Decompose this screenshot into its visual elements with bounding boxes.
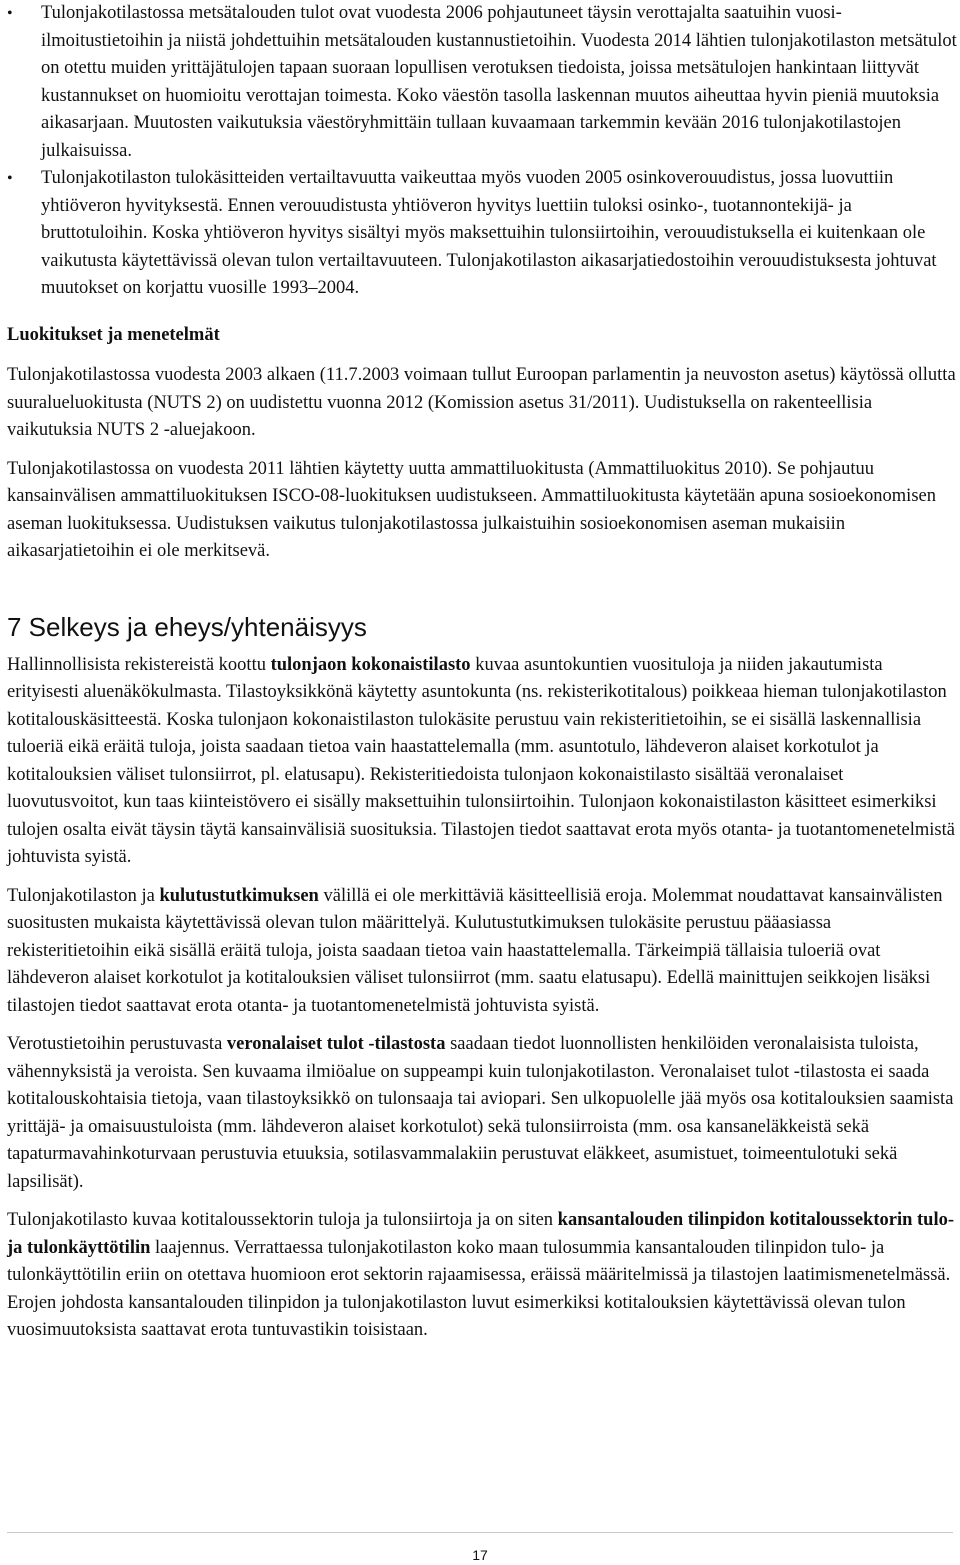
text-run: kuvaa asuntokuntien vuosituloja ja niiden jakautumista erityisesti aluenäkökulmasta. Tilastoyksikkönä käytetty asuntokunta (ns. rekisterikotitalous) poikkeaa hieman tulonjakotilaston kotitalouskäsitteestä. Koska tulonjaon kokonaistilaston tulokäsite perustuu vain rekisteritietoihin, se ei sisällä laskennallisia tuloeriä eikä eräitä tuloja, joista saadaan tietoa vain haastattelemalla (mm. asuntotulo, lähdeveron alaiset korkotulot ja kotitalouksien väliset tulonsiirrot, pl. elatusapu). Rekisteritiedoista tulonjaon kokonaistilasto sisältää veronalaiset luovutusvoitot, kun taas kiinteistövero ei sisälly maksettuihin tulonsiirtoihin. Tulonjaon kokonaistilaston käsitteet esimerkiksi tulojen osalta eivät täysin täytä kansainvälisiä suosituksia. Tilastojen tiedot saattavat erota myös otanta- ja tuotantomenetelmistä johtuvista syistä. — [7, 654, 955, 867]
text-run: saadaan tiedot luonnollisten henkilöiden veronalaisista tuloista, vähennyksistä ja veroista. Sen kuvaama ilmiöalue on suppeampi kuin tulonjakotilaston. Veronalaiset tulot -tilastosta ei saada kotitalouskohtaisia tietoja, vaan tilastoyksikkö on tulonsaaja tai aviopari. Sen ulkopuolelle jää myös osa kotitalouksien saamista yrittäjä- ja omaisuustuloista (mm. lähdeveron alaiset korkotulot) sekä tulonsiirroista (mm. osa kansaneläkkeistä sekä tapaturmavahinkoturvaan perustuvia etuuksia, sotilasvammalakiin perustuvat eläkkeet, asumistuet, toimeentulotuki sekä lapsilisät). — [7, 1034, 954, 1192]
bullet-list — [7, 0, 957, 303]
footer-divider — [7, 1532, 953, 1533]
paragraph-taxable-income — [7, 1031, 957, 1196]
text-run: Tulonjakotilasto kuvaa kotitaloussektorin tuloja ja tulonsiirtoja ja on siten — [7, 1210, 558, 1230]
classifications-heading: Luokitukset ja menetelmät — [7, 324, 220, 345]
paragraph-consumption-survey — [7, 883, 957, 1021]
paragraph-total-statistics — [7, 652, 957, 872]
page-number: 17 — [472, 1547, 488, 1563]
text-run: välillä ei ole merkittäviä käsitteellisiä eroja. Molemmat noudattavat kansainvälisten suositusten mukaista käytettävissä olevan tulon määrittelyä. Kulutustutkimuksen tulokäsite perustuu pääasiassa rekisteritietoihin eikä sisällä eräitä tuloja, joista saadaan tietoa vain haastattelemalla. Tärkeimpiä tällaisia tuloeriä ovat lähdeveron alaiset korkotulot ja kotitalouksien väliset tulonsiirrot (mm. saatu elatusapu). Edellä mainittujen seikkojen lisäksi tilastojen tiedot saattavat erota otanta- ja tuotantomenetelmistä johtuvista syistä. — [7, 885, 943, 1016]
bullet-item-forestry-income — [7, 0, 957, 165]
bullet-text: Tulonjakotilastossa metsätalouden tulot ovat vuodesta 2006 pohjautuneet täysin verottajalta saatuihin vuosi-ilmoitustietoihin ja niistä johdettuihin metsätalouden kustannustietoihin. Vuodesta 2014 lähtien tulonjakotilaston metsätulot on otettu muiden yrittäjätulojen tapaan suoraan lopullisen verotuksen tiedoista, joissa metsätulojen hankintaan liittyvät kustannukset on huomioitu verottajan toimesta. Koko väestön tasolla laskennan muutos aiheuttaa hyvin pieniä muutoksia aikasarjaan. Muutosten vaikutuksia väestöryhmittäin tullaan kuvaamaan tarkemmin kevään 2016 tulonjakotilastojen julkaisuissa. — [41, 3, 957, 161]
bold-term: veronalaiset tulot -tilastosta — [226, 1034, 446, 1054]
section-title: 7 Selkeys ja eheys/yhtenäisyys — [7, 611, 367, 642]
document-page — [7, 0, 957, 1345]
bold-term: tulonjaon kokonaistilasto — [270, 654, 471, 675]
classifications-paragraph-nuts: Tulonjakotilastossa vuodesta 2003 alkaen (11.7.2003 voimaan tullut Euroopan parlamentin ja neuvoston asetus) käytössä ollutta suuralueluokitusta (NUTS 2) on uudistettu vuonna 2012 (Komission asetus 31/2011). Uudistuksella on rakenteellisia vaikutuksia NUTS 2 -aluejakoon. — [7, 365, 956, 440]
classifications-paragraph-occupation: Tulonjakotilastossa on vuodesta 2011 lähtien käytetty uutta ammattiluokitusta (Ammattiluokitus 2010). Se pohjautuu kansainvälisen ammattiluokituksen ISCO-08-luokituksen uudistukseen. Ammattiluokitusta käytetään apuna sosioekonomisen aseman luokituksessa. Uudistuksen vaikutus tulonjakotilastossa julkaistuihin sosioekonomisen aseman mukaisiin aikasarjatietoihin ei ole merkitsevä. — [7, 458, 936, 561]
bold-term: kulutustutkimuksen — [159, 885, 319, 906]
text-run: Verotustietoihin perustuvasta — [7, 1034, 227, 1054]
text-run: Tulonjakotilaston ja — [7, 885, 160, 906]
text-run: Hallinnollisista rekistereistä koottu — [7, 654, 271, 675]
paragraph-national-accounts — [7, 1207, 957, 1345]
bullet-item-tax-reform — [7, 165, 957, 303]
bullet-text: Tulonjakotilaston tulokäsitteiden vertailtavuutta vaikeuttaa myös vuoden 2005 osinkoverouudistus, jossa luovuttiin yhtiöveron hyvityksestä. Ennen verouudistusta yhtiöveron hyvitys luettiin tuloksi osinko-, tuotannontekijä- ja bruttotuloihin. Koska yhtiöveron hyvitys sisältyi myös maksettuihin tulonsiirtoihin, verouudistuksella ei kuitenkaan ole vaikutusta käytettävissä olevan tulon vertailtavuuteen. Tulonjakotilaston aikasarjatiedostoihin verouudistuksesta johtuvat muutokset on korjattu vuosille 1993–2004. — [41, 168, 937, 298]
bold-term: kansantalouden tilinpidon kotitaloussektorin tulo- ja tulonkäyttötilin — [7, 1210, 954, 1258]
text-run: laajennus. Verrattaessa tulonjakotilaston koko maan tulosummia kansantalouden tilinpidon tulo- ja tulonkäyttötilin eriin on otettava huomioon erot sektorin rajaamisessa, eräissä määritelmissä ja tilastojen laatimismenetelmässä. Erojen johdosta kansantalouden tilinpidon ja tulonjakotilaston luvut esimerkiksi kotitalouksien käytettävissä olevan tulon vuosimuutoksista saattavat erota tuntuvastikin toisistaan. — [7, 1237, 951, 1340]
